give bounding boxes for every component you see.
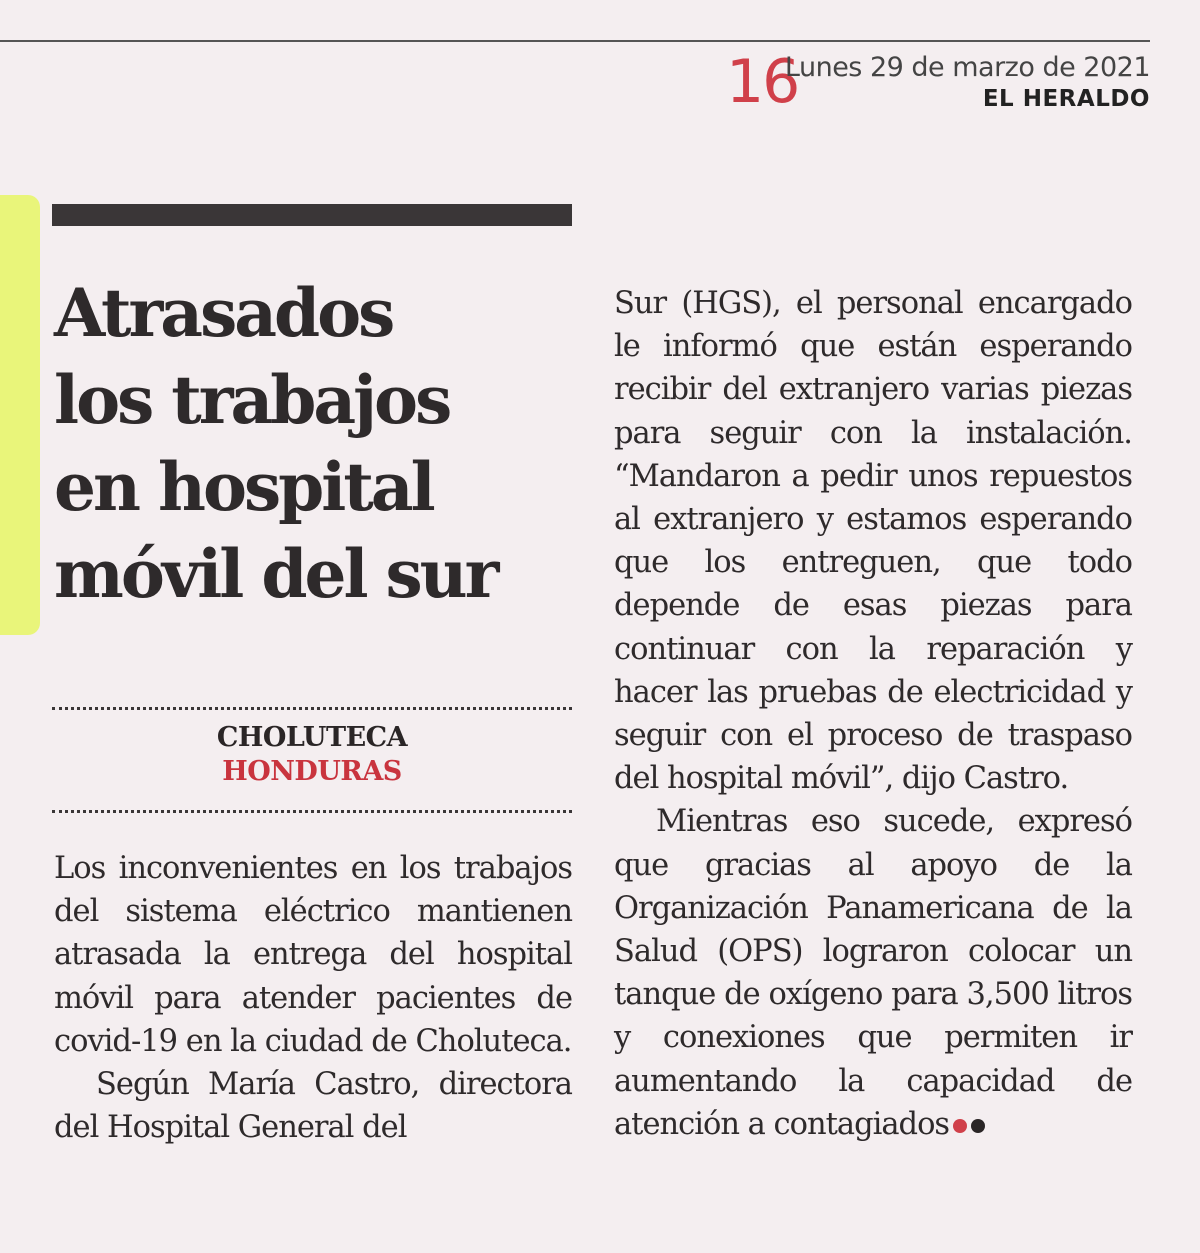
publication-date: Lunes 29 de marzo de 2021 — [784, 52, 1150, 83]
headline-bar — [52, 204, 572, 226]
highlighter-mark — [0, 195, 40, 635]
dateline-country: HONDURAS — [222, 756, 402, 787]
dotted-divider — [52, 707, 572, 710]
dateline-city: CHOLUTECA — [216, 722, 408, 753]
paragraph: Según María Castro, directora del Hospital General del — [54, 1067, 572, 1146]
headline-line: Atrasados — [54, 274, 393, 352]
headline — [54, 270, 594, 618]
dotted-divider — [52, 810, 572, 813]
end-mark-dark-dot-icon — [971, 1119, 985, 1133]
article-column-left — [54, 847, 572, 1149]
paragraph: Sur (HGS), el personal encargado le informó que están esperando recibir del extranjero varias piezas para seguir con la instalación. “Mandaron a pedir unos repuestos al extranjero y estamos esperando que los entreguen, que todo depende de esas piezas para continuar con la reparación y hacer las pruebas de electricidad y seguir con el proceso de traspaso del hospital móvil”, dijo Castro. — [614, 286, 1132, 797]
page-number: 16 — [726, 47, 799, 117]
end-mark-red-dot-icon — [953, 1119, 967, 1133]
top-rule — [0, 40, 1150, 42]
headline-line: móvil del sur — [54, 535, 497, 613]
newspaper-name: EL HERALDO — [982, 86, 1150, 112]
headline-line: en hospital — [54, 448, 433, 526]
article-column-right — [614, 282, 1132, 1146]
paragraph: Los inconvenientes en los trabajos del sistema eléctrico mantienen atrasada la entrega del hospital móvil para atender pacientes de covid-19 en la ciudad de Choluteca. — [54, 851, 572, 1059]
paragraph-text: Mientras eso sucede, expresó que gracias al apoyo de la Organización Panamericana de la Salud (OPS) lograron colocar un tanque de oxígeno para 3,500 litros y conexiones que permiten ir aumentando la capacidad de atención a contagiados — [614, 804, 1132, 1142]
paragraph — [614, 800, 1132, 1146]
headline-line: los trabajos — [54, 361, 450, 439]
